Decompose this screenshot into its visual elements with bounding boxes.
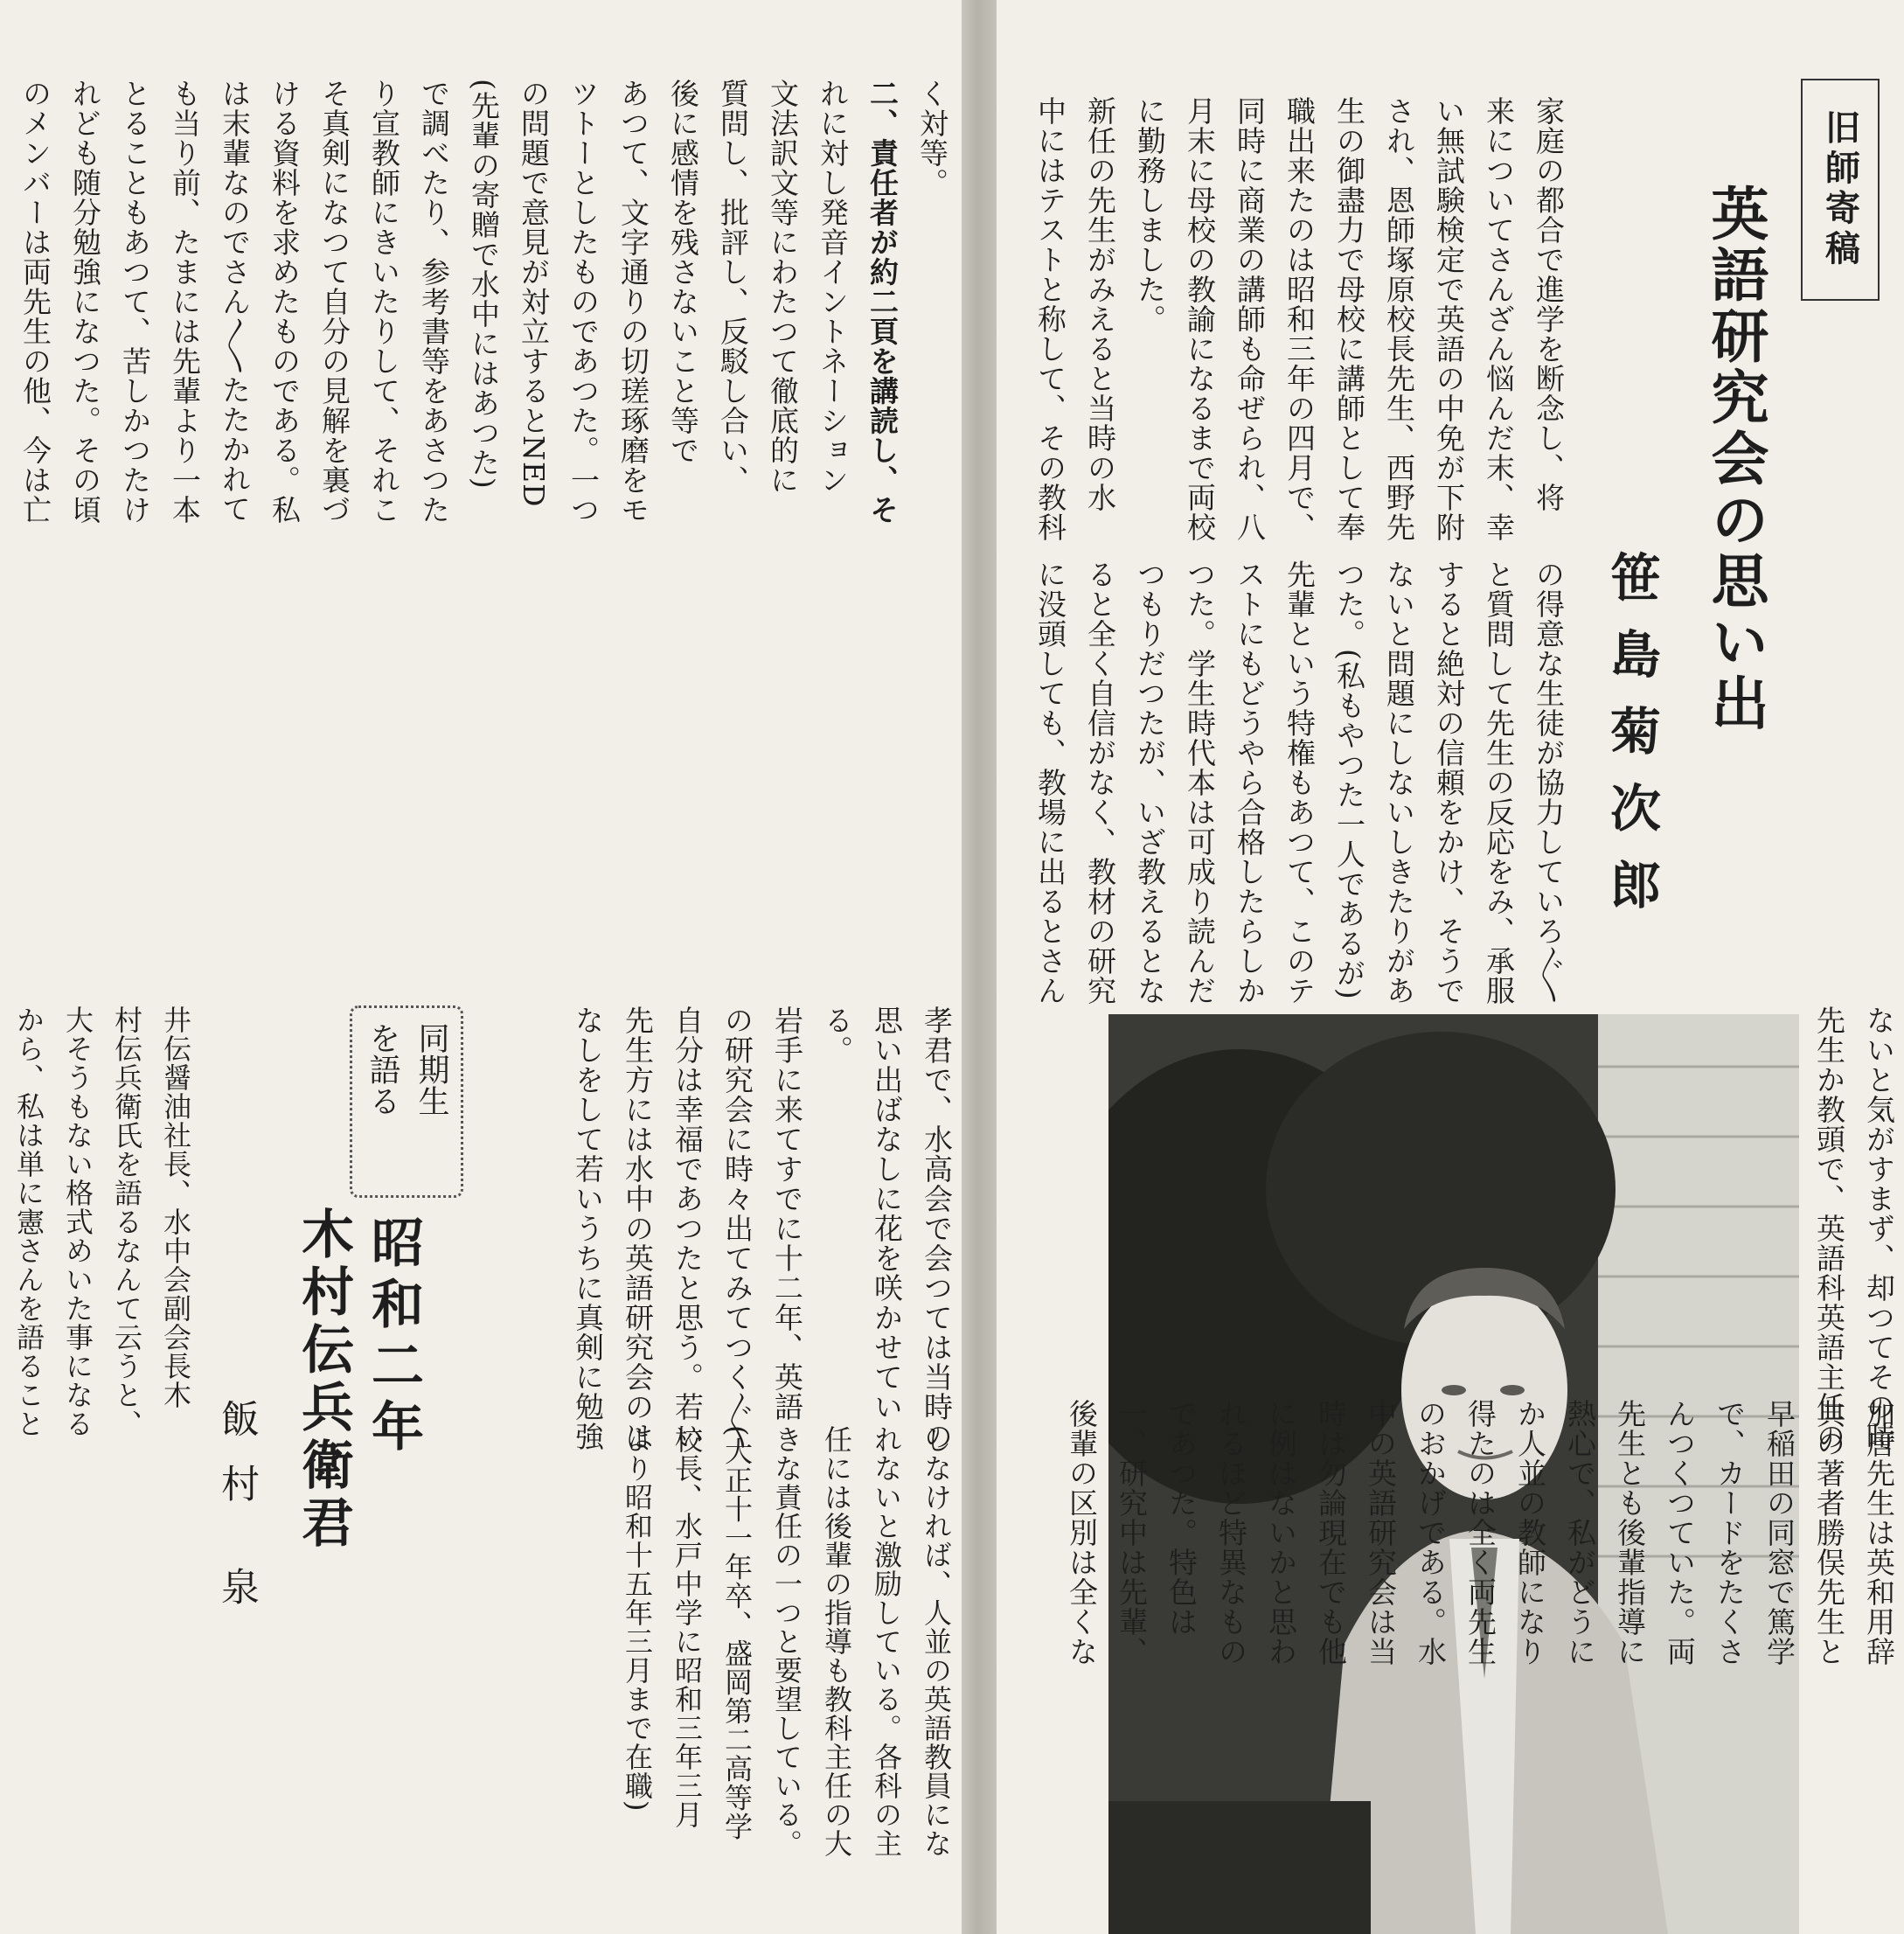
text-column: ける資料を求めたものである。私 [268, 79, 302, 525]
text-column: (先輩の寄贈で水中にはあつた) [467, 79, 501, 490]
text-column: つた。(私もやつた一人であるが) [1332, 560, 1366, 1000]
text-column: から、私は単に憲さんを語ること [12, 1005, 45, 1438]
kimura-subject: 木村伝兵衛君 [293, 1207, 354, 1553]
text-column: 加唐先生は英和用辞 [1862, 1399, 1896, 1666]
category-label-text: 旧師寄稿 [1819, 109, 1861, 270]
text-column: あつて、文字通りの切瑳琢磨をモ [616, 79, 650, 525]
text-column: んつくつていた。両 [1663, 1399, 1697, 1666]
text-column: 文法訳文等にわたつて徹底的に [766, 79, 800, 495]
text-column: り宣教師にきいたりして、それこ [367, 79, 401, 525]
text-column: 任には後輩の指導も教科主任の大 [820, 1425, 853, 1858]
text-column: つた。学生時代本は可成り読んだ [1183, 560, 1217, 1005]
text-column: 先生方には水中の英語研究会のは [621, 1005, 655, 1451]
text-column: 来についてさんざん悩んだ末、幸 [1482, 96, 1516, 542]
text-column: 井伝醤油社長、水中会副会長木 [159, 1005, 192, 1409]
text-column: きな責任の一つと要望している。 [770, 1425, 803, 1858]
text-column: は末輩なのでさん〱たたかれて [218, 79, 252, 524]
text-column: 先生とも後輩指導に [1613, 1399, 1647, 1666]
kimura-heading-label [350, 1005, 463, 1198]
text-column: れるほど特異なもの [1214, 1399, 1248, 1666]
text-column: と質問して先生の反応をみ、承服 [1482, 560, 1516, 1005]
text-column: 家庭の都合で進学を断念し、将 [1532, 96, 1566, 512]
text-column: つもりだつたが、いざ教えるとな [1133, 560, 1167, 1005]
text-column: 孝君で、水高会で会つては当時の [920, 1005, 954, 1451]
text-column: に勤務しました。 [1133, 96, 1167, 334]
text-column: い無試験検定で英語の中免が下附 [1432, 96, 1466, 542]
kimura-body-lower-right [490, 1425, 962, 1932]
text-column: 中にはテストと称して、その教科 [1033, 96, 1067, 542]
sasajima-lower-text-2 [997, 1399, 1904, 1934]
article-author: 笹島菊次郎 [1602, 551, 1661, 936]
text-column: 典の著者勝俣先生と [1812, 1399, 1846, 1666]
text-column: そ真剣になつて自分の見解を裏づ [317, 79, 351, 525]
text-column: の得意な生徒が協力していろ〲 [1532, 560, 1566, 1005]
kimura-upper-left-text [0, 79, 957, 962]
text-column: 大そうもない格式めいた事になる [61, 1005, 94, 1438]
text-column: れに対し発音イントネーション [816, 79, 850, 495]
text-column: 先生か教頭で、英語科英語主任の [1812, 1005, 1846, 1451]
text-column: 自分は幸福であつたと思う。若い [671, 1005, 705, 1451]
text-column: 後輩の区別は全くな [1065, 1399, 1099, 1666]
text-column: ツトーとしたものであつた。一つ [566, 79, 601, 525]
text-column: すると絶対の信頼をかけ、そうで [1432, 560, 1466, 1005]
text-column: 村伝兵衛氏を語るなんて云うと、 [110, 1005, 143, 1438]
text-column: 岩手に来てすでに十二年、英語 [770, 1005, 804, 1422]
text-column: で、カードをたくさ [1713, 1399, 1747, 1666]
text-column: され、恩師塚原校長先生、西野先 [1382, 96, 1416, 542]
text-column: 時は勿論現在でも他 [1314, 1399, 1348, 1666]
text-column: で調べたり、参考書等をあさつた [417, 79, 451, 525]
text-column: (大正十一年卒、盛岡第二高等学 [720, 1425, 754, 1841]
text-column: ないと気がすまず、却つてその時 [1862, 1005, 1896, 1451]
sasajima-upper-text [997, 96, 1574, 560]
text-column: る。 [820, 1005, 854, 1065]
text-column: なしをして若いうちに真剣に勉強 [571, 1005, 605, 1451]
text-column: 後に感情を残さないこと等で [666, 79, 700, 465]
text-column: ないと問題にしないしきたりがあ [1382, 560, 1416, 1005]
text-column: に没頭しても、教場に出るとさん [1033, 560, 1067, 1005]
text-column: 得たのは全く両先生 [1463, 1399, 1497, 1666]
text-column: であつた。特色は [1164, 1399, 1199, 1637]
text-column: 質問し、批評し、反駁し合い、 [716, 79, 750, 495]
kimura-author: 飯村 泉 [214, 1399, 259, 1631]
text-column: れないと激励している。各科の主 [870, 1425, 903, 1858]
category-label-box [1801, 79, 1880, 301]
text-column: も当り前、たまには先輩より一本 [168, 79, 202, 525]
text-column: の問題で意見が対立するとNED [517, 79, 551, 508]
book-gutter [962, 0, 997, 1934]
text-column: ると全く自信がなく、教材の研究 [1083, 560, 1117, 1005]
text-column: のおかげである。水 [1414, 1399, 1448, 1666]
text-column: 中の英語研究会は当 [1364, 1399, 1398, 1666]
text-column: れども随分勉強になつた。その頃 [68, 79, 102, 525]
text-column: 同時に商業の講師も命ぜられ、八 [1233, 96, 1267, 542]
text-column: に例はないかと思わ [1264, 1399, 1298, 1666]
text-column: 新任の先生がみえると当時の水 [1083, 96, 1117, 512]
sasajima-upper-text-b [997, 560, 1574, 1005]
text-column: 二、責任者が約二頁を講読し、そ [865, 79, 900, 525]
kimura-body-lower-middle [490, 1005, 962, 1451]
text-column: とることもあつて、苦しかつたけ [118, 79, 152, 525]
text-column: 職出来たのは昭和三年の四月で、 [1282, 96, 1317, 542]
text-column: 生の御盡力で母校に講師として奉 [1332, 96, 1366, 542]
text-column: 早稲田の同窓で篤学 [1762, 1399, 1796, 1666]
text-column: 先輩という特権もあつて、このテ [1282, 560, 1317, 1005]
text-column: 一、研究中は先輩、 [1115, 1399, 1149, 1666]
article-title: 英語研究会の思い出 [1701, 184, 1769, 734]
text-column: 思い出ばなしに花を咲かせてい [870, 1005, 904, 1422]
text-column: ストにもどうやら合格したらしか [1233, 560, 1267, 1005]
text-column: より昭和十五年三月まで在職) [621, 1425, 654, 1812]
text-column: のメンバーは両先生の他、今は亡 [18, 79, 52, 525]
text-column: か人並の教師になり [1513, 1399, 1547, 1666]
right-page [997, 0, 1904, 1934]
heading-label-text: 同期生 を語る [365, 1022, 449, 1117]
text-column: の研究会に時々出てみてつく〲 [720, 1005, 754, 1450]
kimura-title: 昭和二年 [363, 1215, 424, 1460]
kimura-body-lower-left-2 [0, 1451, 201, 1932]
text-column: く対等。 [915, 79, 949, 198]
text-column: 校長、水戸中学に昭和三年三月 [671, 1425, 704, 1829]
text-column: 熱心で、私がどうに [1563, 1399, 1597, 1666]
text-column: 月末に母校の教諭になるまで両校 [1183, 96, 1217, 542]
text-column: しなければ、人並の英語教員にな [920, 1425, 953, 1858]
